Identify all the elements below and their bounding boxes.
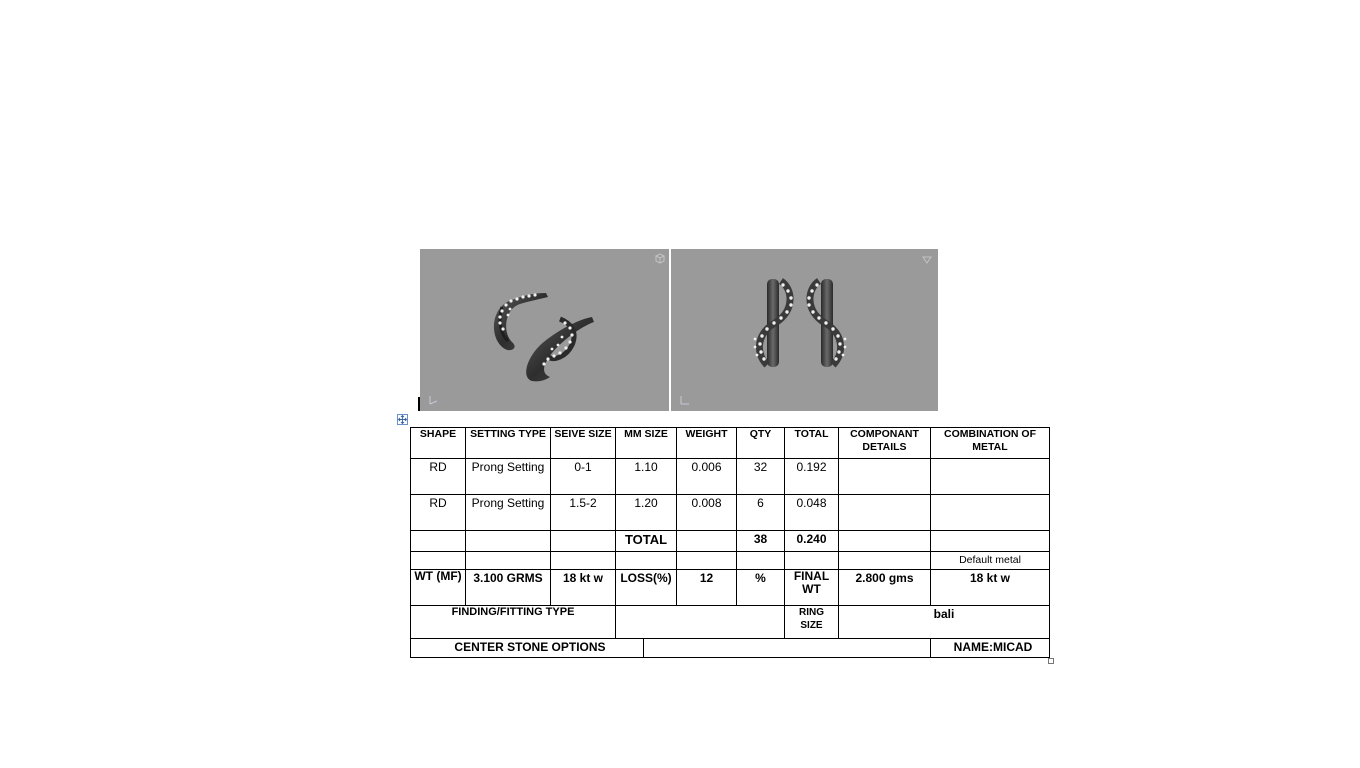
total-row [411,531,1050,552]
cell-mm: 1.20 [616,495,677,531]
header-qty: QTY [737,428,785,459]
cell-seive: 1.5-2 [551,495,616,531]
cell-empty [839,552,931,570]
cell-empty [411,531,466,552]
center-stone-value [644,639,931,658]
loss-label: LOSS(%) [616,570,677,606]
cell-empty [785,552,839,570]
earring-render-perspective [420,249,669,411]
cell-empty [931,531,1050,552]
cell-mm: 1.10 [616,459,677,495]
cell-qty: 32 [737,459,785,495]
cell-shape: RD [411,495,466,531]
table-row [411,459,1050,495]
ring-size-value: bali [839,606,1050,639]
cell-weight: 0.006 [677,459,737,495]
earring-front-image [671,249,938,411]
text-cursor [418,397,420,411]
cell-total: 0.192 [785,459,839,495]
cell-component [839,459,931,495]
center-stone-label: CENTER STONE OPTIONS [411,639,644,658]
total-qty: 38 [737,531,785,552]
header-mm-size: MM SIZE [616,428,677,459]
name-label: NAME:MICAD [931,639,1050,658]
cell-empty [737,552,785,570]
header-combination-of-metal: COMBINATION OF METAL [931,428,1050,459]
cell-empty [466,531,551,552]
cell-weight: 0.008 [677,495,737,531]
default-metal-row [411,552,1050,570]
default-metal-label: Default metal [931,552,1050,570]
cell-empty [551,531,616,552]
cell-seive: 0-1 [551,459,616,495]
cell-metal [931,495,1050,531]
finding-fitting-label: FINDING/FITTING TYPE [411,606,616,639]
header-component-details: COMPONANT DETAILS [839,428,931,459]
header-total: TOTAL [785,428,839,459]
wt-mf-value: 3.100 GRMS [466,570,551,606]
total-weight: 0.240 [785,531,839,552]
final-wt-value: 2.800 gms [839,570,931,606]
cell-empty [411,552,466,570]
earring-perspective-image [420,249,669,411]
stone-spec-table [410,427,1050,658]
loss-value: 12 [677,570,737,606]
cell-component [839,495,931,531]
final-metal: 18 kt w [931,570,1050,606]
table-row [411,495,1050,531]
percent-sign: % [737,570,785,606]
weight-summary-row [411,570,1050,606]
cell-empty [839,531,931,552]
cell-empty [677,552,737,570]
cell-setting: Prong Setting [466,495,551,531]
center-stone-row [411,639,1050,658]
wt-mf-label: WT (MF) [411,570,466,606]
cell-qty: 6 [737,495,785,531]
header-weight: WEIGHT [677,428,737,459]
table-header-row [411,428,1050,459]
resize-handle-icon[interactable] [1048,658,1054,664]
cell-metal [931,459,1050,495]
cell-total: 0.048 [785,495,839,531]
earring-render-front [671,249,938,411]
finding-fitting-value [616,606,785,639]
cell-empty [677,531,737,552]
cell-empty [551,552,616,570]
cell-shape: RD [411,459,466,495]
cell-empty [616,552,677,570]
cell-setting: Prong Setting [466,459,551,495]
finding-row [411,606,1050,639]
ring-size-label: RING SIZE [785,606,839,639]
final-wt-label: FINAL WT [785,570,839,606]
header-setting-type: SETTING TYPE [466,428,551,459]
header-seive-size: SEIVE SIZE [551,428,616,459]
total-label: TOTAL [616,531,677,552]
cell-empty [466,552,551,570]
header-shape: SHAPE [411,428,466,459]
metal-type: 18 kt w [551,570,616,606]
four-way-arrow-icon[interactable] [397,414,408,425]
